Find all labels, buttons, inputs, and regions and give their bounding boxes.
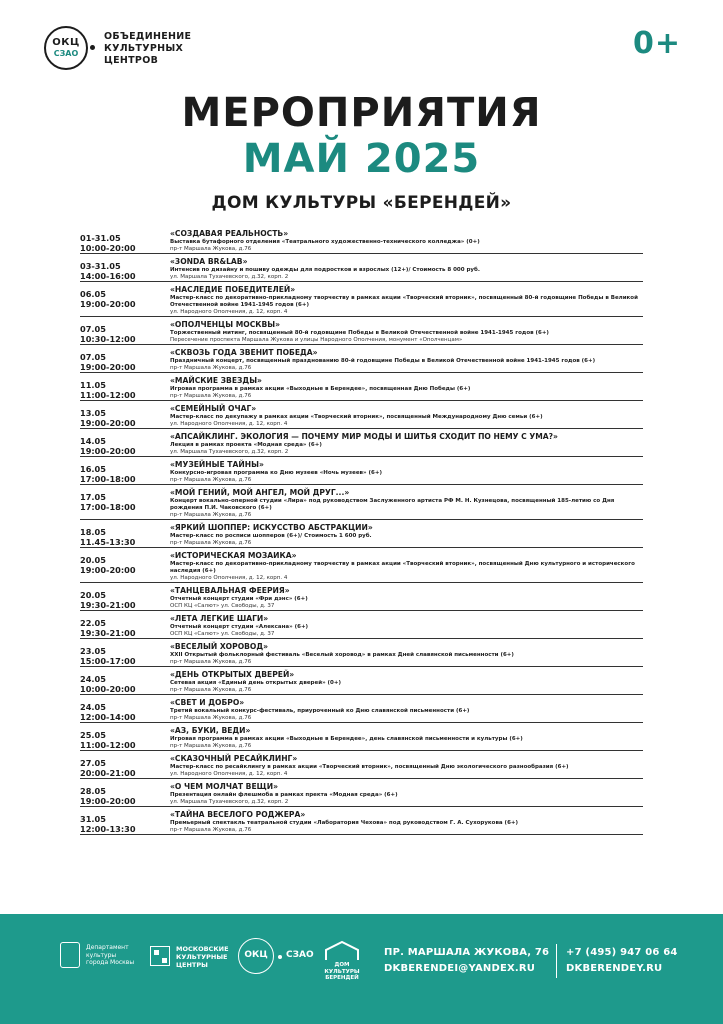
event-date: 01-31.05	[80, 233, 121, 243]
event-address: Пересечение проспекта Маршала Жукова и улицы Народного Ополчения, монумент «Ополченцам»	[170, 337, 463, 343]
event-time: 19:30-21:00	[80, 628, 136, 638]
event-date: 20.05	[80, 555, 106, 565]
event-name: «ОПОЛЧЕНЦЫ МОСКВЫ»	[170, 320, 281, 329]
event-description: Праздничный концерт, посвященный празднованию 80-й годовщине Победы в Великой Отечественной войне 1941-1945 годов (6+)	[170, 358, 596, 364]
event-address: пр-т Маршала Жукова, д.76	[170, 743, 252, 749]
event-date: 11.05	[80, 380, 106, 390]
event-address: ул. Маршала Тухачевского, д.32, корп. 2	[170, 799, 289, 805]
event-date: 14.05	[80, 436, 106, 446]
age-rating: 0+	[632, 26, 681, 61]
event-date: 24.05	[80, 702, 106, 712]
event-name: «МАЙСКИЕ ЗВЕЗДЫ»	[170, 376, 262, 385]
event-time: 10:30-12:00	[80, 334, 136, 344]
event-address: пр-т Маршала Жукова, д.76	[170, 477, 252, 483]
footer-phone[interactable]: +7 (495) 947 06 64	[566, 947, 678, 958]
event-datetime	[80, 488, 170, 519]
event-address: ул. Народного Ополчения, д. 12, корп. 4	[170, 575, 288, 581]
event-address: ул. Маршала Тухачевского, д.32, корп. 2	[170, 274, 289, 280]
logo-szao-text: СЗАО	[53, 49, 79, 58]
berendey-label	[316, 962, 368, 982]
event-time: 11:00-12:00	[80, 740, 136, 750]
event-name: «ЯРКИЙ ШОППЕР: ИСКУССТВО АБСТРАКЦИИ»	[170, 523, 373, 532]
event-name: «АЗ, БУКИ, ВЕДИ»	[170, 726, 251, 735]
event-date: 20.05	[80, 590, 106, 600]
event-name: «ЛЕТА ЛЕГКИЕ ШАГИ»	[170, 614, 269, 623]
event-row	[80, 401, 643, 429]
event-time: 19:00-20:00	[80, 418, 136, 428]
event-address: ул. Народного Ополчения, д. 12, корп. 4	[170, 421, 288, 427]
event-time: 19:00-20:00	[80, 565, 136, 575]
event-row	[80, 345, 643, 373]
event-description: Премьерный спектакль театральной студии «Лаборатория Чехова» под руководством Г. А. Сухорукова (6+)	[170, 820, 519, 826]
logo-dot-icon	[90, 45, 95, 50]
event-info	[170, 285, 643, 316]
event-name: «ВЕСЕЛЫЙ ХОРОВОД»	[170, 642, 269, 651]
mkc-label	[176, 945, 229, 969]
event-time: 20:00-21:00	[80, 768, 136, 778]
event-row	[80, 520, 643, 548]
event-row	[80, 583, 643, 611]
event-datetime	[80, 404, 170, 428]
logo-line-3: ЦЕНТРОВ	[104, 55, 159, 66]
event-description: Мастер-класс по росписи шопперов (6+)/ Стоимость 1 600 руб.	[170, 533, 372, 539]
footer-address-block	[384, 945, 549, 977]
event-datetime	[80, 348, 170, 372]
event-address: ул. Народного Ополчения, д. 12, корп. 4	[170, 771, 288, 777]
event-info	[170, 551, 643, 582]
event-name: «СКАЗОЧНЫЙ РЕСАЙКЛИНГ»	[170, 754, 298, 763]
event-description: Презентация онлайн флешмоба в рамках пректа «Модная среда» (6+)	[170, 792, 398, 798]
event-name: «3ONDA BR&LAB»	[170, 257, 248, 266]
event-name: «ТАНЦЕВАЛЬНАЯ ФЕЕРИЯ»	[170, 586, 290, 595]
event-row	[80, 667, 643, 695]
event-info	[170, 376, 643, 400]
event-datetime	[80, 285, 170, 316]
event-name: «СОЗДАВАЯ РЕАЛЬНОСТЬ»	[170, 229, 289, 238]
mkc-line-2: КУЛЬТУРНЫЕ	[176, 953, 228, 961]
berendey-line-2: БЕРЕНДЕЙ	[325, 975, 359, 981]
footer-szao-text: СЗАО	[286, 950, 314, 960]
event-date: 24.05	[80, 674, 106, 684]
event-info	[170, 726, 643, 750]
event-date: 03-31.05	[80, 261, 121, 271]
event-address: пр-т Маршала Жукова, д.76	[170, 540, 252, 546]
event-row	[80, 695, 643, 723]
mkc-line-1: МОСКОВСКИЕ	[176, 945, 229, 953]
event-info	[170, 404, 643, 428]
footer-okc-logo: ОКЦ	[238, 938, 274, 974]
event-info	[170, 586, 643, 610]
logo-line-1: ОБЪЕДИНЕНИЕ	[104, 31, 192, 42]
event-date: 18.05	[80, 527, 106, 537]
event-name: «АПСАЙКЛИНГ. ЭКОЛОГИЯ — ПОЧЕМУ МИР МОДЫ И ШИТЬЯ СХОДИТ ПО НЕМУ С УМА?»	[170, 432, 558, 441]
event-row	[80, 282, 643, 317]
event-name: «ТАЙНА ВЕСЕЛОГО РОДЖЕРА»	[170, 810, 306, 819]
event-name: «СЕМЕЙНЫЙ ОЧАГ»	[170, 404, 257, 413]
footer-logo-dot-icon	[278, 955, 282, 959]
event-description: Мастер-класс по декоративно-прикладному творчеству в рамках акции «Творческий вторник», посвященный 80-й годовщине Победы в Великой Отечественной войне 1941-1945 годов (6+)	[170, 295, 638, 308]
event-time: 17:00-18:00	[80, 502, 136, 512]
event-datetime	[80, 670, 170, 694]
event-date: 17.05	[80, 492, 106, 502]
event-name: «СВЕТ И ДОБРО»	[170, 698, 245, 707]
berendey-house-icon	[322, 940, 362, 962]
footer-divider	[556, 944, 557, 978]
event-datetime	[80, 229, 170, 253]
footer	[0, 914, 723, 1024]
logo-org-name	[104, 31, 191, 67]
event-datetime	[80, 782, 170, 806]
page-title: МЕРОПРИЯТИЯ	[181, 90, 542, 136]
footer-website[interactable]: DKBERENDEY.RU	[566, 963, 663, 974]
event-name: «СКВОЗЬ ГОДА ЗВЕНИТ ПОБЕДА»	[170, 348, 318, 357]
event-row	[80, 723, 643, 751]
event-date: 16.05	[80, 464, 106, 474]
event-row	[80, 751, 643, 779]
event-datetime	[80, 810, 170, 834]
event-name: «НАСЛЕДИЕ ПОБЕДИТЕЛЕЙ»	[170, 285, 296, 294]
event-description: Игровая программа в рамках акции «Выходные в Берендее», посвященная Дню Победы (6+)	[170, 386, 471, 392]
event-info	[170, 670, 643, 694]
mkc-line-3: ЦЕНТРЫ	[176, 961, 208, 969]
page-subtitle-month: МАЙ 2025	[242, 136, 481, 182]
event-description: Торжественный митинг, посвященный 80-й годовщине Победы в Великой Отечественной войне 1941-1945 годов (6+)	[170, 330, 549, 336]
event-info	[170, 320, 643, 344]
event-time: 14:00-16:00	[80, 271, 136, 281]
event-row	[80, 254, 643, 282]
event-info	[170, 229, 643, 253]
event-info	[170, 348, 643, 372]
event-date: 07.05	[80, 352, 106, 362]
event-name: «МОЙ ГЕНИЙ, МОЙ АНГЕЛ, МОЙ ДРУГ...»	[170, 488, 350, 497]
event-row	[80, 485, 643, 520]
event-address: пр-т Маршала Жукова, д.76	[170, 715, 252, 721]
event-row	[80, 639, 643, 667]
event-address: пр-т Маршала Жукова, д.76	[170, 393, 252, 399]
event-description: Мастер-класс по декупажу в рамках акции «Творческий вторник», посвященный Международному Дню семьи (6+)	[170, 414, 543, 420]
event-description: Игровая программа в рамках акции «Выходные в Берендее», день славянской письменности и культуры (6+)	[170, 736, 523, 742]
event-time: 19:30-21:00	[80, 600, 136, 610]
event-time: 12:00-13:30	[80, 824, 136, 834]
event-name: «МУЗЕЙНЫЕ ТАЙНЫ»	[170, 460, 264, 469]
event-datetime	[80, 376, 170, 400]
event-date: 13.05	[80, 408, 106, 418]
event-info	[170, 432, 643, 456]
footer-address: ПР. МАРШАЛА ЖУКОВА, 76	[384, 947, 550, 958]
event-address: пр-т Маршала Жукова, д.76	[170, 246, 252, 252]
event-date: 06.05	[80, 289, 106, 299]
dept-line-1: Департамент	[86, 944, 129, 951]
event-time: 17:00-18:00	[80, 474, 136, 484]
event-description: Сетевая акция «Единый день открытых дверей» (0+)	[170, 680, 341, 686]
event-address: ОСП КЦ «Салют» ул. Свободы, д. 37	[170, 603, 275, 609]
event-description: Мастер-класс по ресайклингу в рамках акции «Творческий вторник», посвященный Дню экологического разнообразия (6+)	[170, 764, 569, 770]
event-row	[80, 548, 643, 583]
event-address: пр-т Маршала Жукова, д.76	[170, 827, 252, 833]
event-time: 10:00-20:00	[80, 243, 136, 253]
event-address: пр-т Маршала Жукова, д.76	[170, 512, 252, 518]
event-info	[170, 698, 643, 722]
event-datetime	[80, 726, 170, 750]
event-info	[170, 782, 643, 806]
event-datetime	[80, 460, 170, 484]
event-datetime	[80, 642, 170, 666]
event-time: 11:00-12:00	[80, 390, 136, 400]
event-row	[80, 457, 643, 485]
event-date: 07.05	[80, 324, 106, 334]
event-datetime	[80, 257, 170, 281]
mkc-logo-icon	[150, 946, 170, 966]
event-time: 15:00-17:00	[80, 656, 136, 666]
event-row	[80, 317, 643, 345]
event-description: Третий вокальный конкурс-фестиваль, приуроченный ко Дню славянской письменности (6+)	[170, 708, 470, 714]
event-address: ул. Народного Ополчения, д. 12, корп. 4	[170, 309, 288, 315]
event-name: «О ЧЕМ МОЛЧАТ ВЕЩИ»	[170, 782, 278, 791]
footer-email[interactable]: DKBERENDEI@YANDEX.RU	[384, 963, 536, 974]
event-name: «ИСТОРИЧЕСКАЯ МОЗАИКА»	[170, 551, 297, 560]
logo-line-2: КУЛЬТУРНЫХ	[104, 43, 184, 54]
logo-okc-text: ОКЦ	[52, 37, 80, 48]
event-date: 28.05	[80, 786, 106, 796]
event-description: Лекция в рамках проекта «Модная среда» (6+)	[170, 442, 322, 448]
okc-logo	[44, 26, 88, 70]
event-datetime	[80, 614, 170, 638]
events-list	[80, 226, 643, 835]
event-time: 19:00-20:00	[80, 362, 136, 372]
event-date: 27.05	[80, 758, 106, 768]
event-description: Отчетный концерт студии «Фри дэнс» (6+)	[170, 596, 308, 602]
event-info	[170, 488, 643, 519]
event-row	[80, 429, 643, 457]
event-description: Конкурсно-игровая программа ко Дню музеев «Ночь музеев» (6+)	[170, 470, 382, 476]
event-row	[80, 226, 643, 254]
event-info	[170, 754, 643, 778]
event-time: 19:00-20:00	[80, 446, 136, 456]
event-row	[80, 611, 643, 639]
event-info	[170, 257, 643, 281]
event-date: 23.05	[80, 646, 106, 656]
event-address: пр-т Маршала Жукова, д.76	[170, 659, 252, 665]
footer-contact-block	[566, 945, 678, 977]
event-info	[170, 642, 643, 666]
event-datetime	[80, 754, 170, 778]
event-time: 11.45-13:30	[80, 537, 136, 547]
dept-line-2: культуры	[86, 951, 117, 959]
event-address: пр-т Маршала Жукова, д.76	[170, 687, 252, 693]
moscow-coat-of-arms-icon	[60, 942, 80, 968]
event-description: Интенсив по дизайну и пошиву одежды для подростков и взрослых (12+)/ Стоимость 8 000 руб.	[170, 267, 480, 273]
event-time: 19:00-20:00	[80, 796, 136, 806]
event-description: Выставка бутафорного отделения «Театрального художественно-технического колледжа» (0+)	[170, 239, 480, 245]
event-time: 19:00-20:00	[80, 299, 136, 309]
event-datetime	[80, 586, 170, 610]
event-time: 10:00-20:00	[80, 684, 136, 694]
event-address: ул. Маршала Тухачевского, д.32, корп. 2	[170, 449, 289, 455]
berendey-line-1: ДОМ КУЛЬТУРЫ	[324, 962, 360, 975]
header	[0, 0, 723, 90]
event-datetime	[80, 432, 170, 456]
venue-title: ДОМ КУЛЬТУРЫ «БЕРЕНДЕЙ»	[211, 193, 512, 213]
event-description: Мастер-класс по декоративно-прикладному творчеству в рамках акции «Творческий вторник», посвященный Дню культурного и исторического наследия (6+)	[170, 561, 635, 574]
event-address: ОСП КЦ «Салют» ул. Свободы, д. 37	[170, 631, 275, 637]
event-date: 25.05	[80, 730, 106, 740]
event-datetime	[80, 523, 170, 547]
event-address: пр-т Маршала Жукова, д.76	[170, 365, 252, 371]
event-info	[170, 614, 643, 638]
dept-line-3: города Москвы	[86, 959, 135, 966]
event-date: 22.05	[80, 618, 106, 628]
event-description: Отчетный концерт студии «Алексана» (6+)	[170, 624, 309, 630]
event-datetime	[80, 551, 170, 582]
event-info	[170, 523, 643, 547]
event-time: 12:00-14:00	[80, 712, 136, 722]
event-description: Концерт вокально-оперной студии «Лира» под руководством Заслуженного артиста РФ М. Н. Кузнецова, посвященный 185-летию со Дня рождения П.И. Чаковского (6+)	[170, 498, 615, 511]
event-datetime	[80, 698, 170, 722]
event-info	[170, 460, 643, 484]
event-datetime	[80, 320, 170, 344]
event-date: 31.05	[80, 814, 106, 824]
event-row	[80, 807, 643, 835]
event-name: «ДЕНЬ ОТКРЫТЫХ ДВЕРЕЙ»	[170, 670, 295, 679]
dept-culture-label	[86, 944, 134, 967]
event-description: XXII Открытый фольклорный фестиваль «Веселый хоровод» в рамках Дней славянской письменности (6+)	[170, 652, 514, 658]
event-info	[170, 810, 643, 834]
event-row	[80, 779, 643, 807]
event-row	[80, 373, 643, 401]
